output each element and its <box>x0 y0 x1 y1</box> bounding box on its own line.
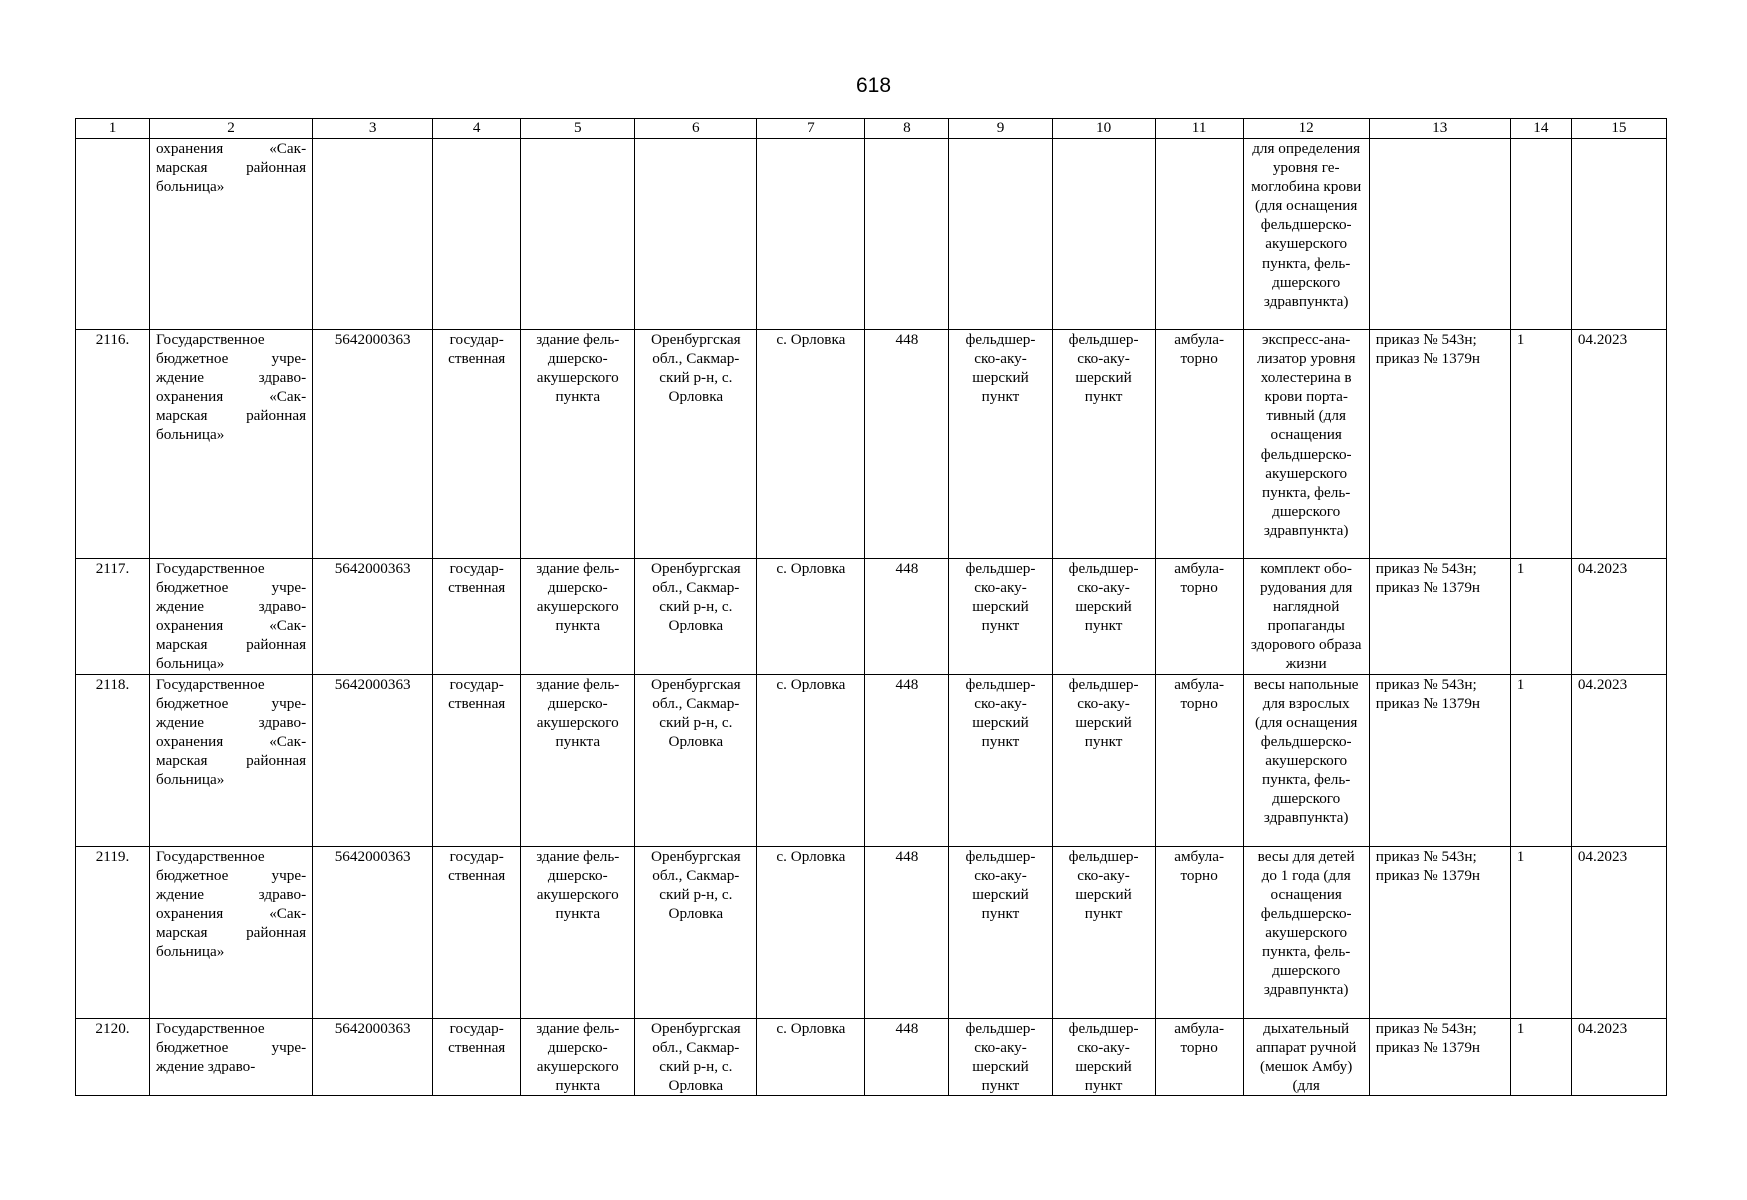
cell-facility-type <box>949 139 1052 330</box>
cell-settlement: с. Орловка <box>757 1018 865 1095</box>
table-row <box>76 846 1667 1018</box>
cell-quantity: 1 <box>1510 1018 1571 1095</box>
cell-building: здание фельдшерско-акушерского пункта <box>521 846 635 1018</box>
cell-population <box>865 139 949 330</box>
cell-inn: 5642000363 <box>313 559 433 675</box>
column-header: 4 <box>433 119 521 139</box>
cell-ownership: государственная <box>433 674 521 846</box>
cell-quantity: 1 <box>1510 559 1571 675</box>
column-header: 1 <box>76 119 150 139</box>
cell-ownership: государственная <box>433 559 521 675</box>
cell-population: 448 <box>865 330 949 559</box>
cell-equipment: весы напольные для взрослых (для оснащения фельдшерско-акушерского пункта, фельдшерского здравпункта) <box>1243 674 1369 846</box>
cell-inn: 5642000363 <box>313 1018 433 1095</box>
cell-facility-type-2: фельдшерско-акушерский пункт <box>1052 1018 1155 1095</box>
column-header: 2 <box>150 119 313 139</box>
cell-inn <box>313 139 433 330</box>
table-row <box>76 330 1667 559</box>
column-header: 10 <box>1052 119 1155 139</box>
cell-order: приказ № 543н; приказ № 1379н <box>1369 846 1510 1018</box>
cell-date: 04.2023 <box>1571 330 1666 559</box>
cell-care-form: амбулаторно <box>1155 559 1243 675</box>
cell-facility-type-2: фельдшерско-акушерский пункт <box>1052 559 1155 675</box>
cell-inn: 5642000363 <box>313 330 433 559</box>
cell-address: Оренбургская обл., Сакмарский р-н, с. Орловка <box>635 846 757 1018</box>
cell-quantity: 1 <box>1510 674 1571 846</box>
cell-address: Оренбургская обл., Сакмарский р-н, с. Орловка <box>635 674 757 846</box>
cell-population: 448 <box>865 846 949 1018</box>
column-header: 9 <box>949 119 1052 139</box>
cell-care-form: амбулаторно <box>1155 846 1243 1018</box>
cell-quantity <box>1510 139 1571 330</box>
page-number: 618 <box>855 74 892 97</box>
cell-settlement: с. Орловка <box>757 674 865 846</box>
cell-organization: Государственное бюджетное учреждение здраво- <box>150 1018 313 1095</box>
column-header: 8 <box>865 119 949 139</box>
cell-population: 448 <box>865 1018 949 1095</box>
column-header: 11 <box>1155 119 1243 139</box>
cell-population: 448 <box>865 559 949 675</box>
column-header: 7 <box>757 119 865 139</box>
cell-facility-type: фельдшерско-акушерский пункт <box>949 1018 1052 1095</box>
cell-quantity: 1 <box>1510 330 1571 559</box>
cell-facility-type: фельдшерско-акушерский пункт <box>949 559 1052 675</box>
cell-organization: Государственное бюджетное учреждение здравоохранения «Сакмарская районная больница» <box>150 330 313 559</box>
registry-table <box>75 118 1667 1096</box>
cell-num: 2117. <box>76 559 150 675</box>
cell-facility-type-2: фельдшерско-акушерский пункт <box>1052 674 1155 846</box>
cell-address <box>635 139 757 330</box>
cell-ownership: государственная <box>433 330 521 559</box>
cell-facility-type: фельдшерско-акушерский пункт <box>949 674 1052 846</box>
column-header: 5 <box>521 119 635 139</box>
cell-settlement: с. Орловка <box>757 846 865 1018</box>
column-number-row <box>76 119 1667 139</box>
cell-facility-type-2: фельдшерско-акушерский пункт <box>1052 846 1155 1018</box>
cell-date: 04.2023 <box>1571 846 1666 1018</box>
cell-date: 04.2023 <box>1571 1018 1666 1095</box>
cell-care-form: амбулаторно <box>1155 1018 1243 1095</box>
cell-equipment: для определения уровня гемоглобина крови (для оснащения фельдшерско-акушерского пункта, фельдшерского здравпункта) <box>1243 139 1369 330</box>
column-header: 6 <box>635 119 757 139</box>
column-header: 3 <box>313 119 433 139</box>
cell-order: приказ № 543н; приказ № 1379н <box>1369 674 1510 846</box>
cell-organization: Государственное бюджетное учреждение здравоохранения «Сакмарская районная больница» <box>150 846 313 1018</box>
cell-organization: Государственное бюджетное учреждение здравоохранения «Сакмарская районная больница» <box>150 559 313 675</box>
cell-care-form <box>1155 139 1243 330</box>
cell-date: 04.2023 <box>1571 559 1666 675</box>
cell-order <box>1369 139 1510 330</box>
cell-num: 2118. <box>76 674 150 846</box>
cell-num: 2120. <box>76 1018 150 1095</box>
cell-facility-type: фельдшерско-акушерский пункт <box>949 330 1052 559</box>
table-row <box>76 559 1667 675</box>
cell-order: приказ № 543н; приказ № 1379н <box>1369 1018 1510 1095</box>
cell-building: здание фельдшерско-акушерского пункта <box>521 330 635 559</box>
table-row-continuation <box>76 139 1667 330</box>
cell-date: 04.2023 <box>1571 674 1666 846</box>
cell-settlement: с. Орловка <box>757 330 865 559</box>
column-header: 15 <box>1571 119 1666 139</box>
cell-quantity: 1 <box>1510 846 1571 1018</box>
cell-equipment: дыхательный аппарат ручной (мешок Амбу) (для <box>1243 1018 1369 1095</box>
cell-address: Оренбургская обл., Сакмарский р-н, с. Орловка <box>635 559 757 675</box>
cell-organization: охранения «Сакмарская районная больница» <box>150 139 313 330</box>
cell-building: здание фельдшерско-акушерского пункта <box>521 674 635 846</box>
cell-facility-type: фельдшерско-акушерский пункт <box>949 846 1052 1018</box>
cell-address: Оренбургская обл., Сакмарский р-н, с. Орловка <box>635 1018 757 1095</box>
cell-ownership: государственная <box>433 846 521 1018</box>
cell-inn: 5642000363 <box>313 674 433 846</box>
cell-order: приказ № 543н; приказ № 1379н <box>1369 559 1510 675</box>
cell-ownership: государственная <box>433 1018 521 1095</box>
cell-building: здание фельдшерско-акушерского пункта <box>521 1018 635 1095</box>
cell-order: приказ № 543н; приказ № 1379н <box>1369 330 1510 559</box>
cell-num: 2119. <box>76 846 150 1018</box>
cell-building: здание фельдшерско-акушерского пункта <box>521 559 635 675</box>
cell-settlement: с. Орловка <box>757 559 865 675</box>
cell-population: 448 <box>865 674 949 846</box>
table-row <box>76 1018 1667 1095</box>
cell-care-form: амбулаторно <box>1155 674 1243 846</box>
cell-organization: Государственное бюджетное учреждение здравоохранения «Сакмарская районная больница» <box>150 674 313 846</box>
cell-equipment: экспресс-анализатор уровня холестерина в крови портативный (для оснащения фельдшерско-акушерского пункта, фельдшерского здравпункта) <box>1243 330 1369 559</box>
column-header: 12 <box>1243 119 1369 139</box>
column-header: 14 <box>1510 119 1571 139</box>
cell-ownership <box>433 139 521 330</box>
cell-care-form: амбулаторно <box>1155 330 1243 559</box>
cell-date <box>1571 139 1666 330</box>
cell-facility-type-2 <box>1052 139 1155 330</box>
cell-num: 2116. <box>76 330 150 559</box>
table-row <box>76 674 1667 846</box>
cell-inn: 5642000363 <box>313 846 433 1018</box>
cell-equipment: комплект оборудования для наглядной пропаганды здорового образа жизни <box>1243 559 1369 675</box>
cell-address: Оренбургская обл., Сакмарский р-н, с. Орловка <box>635 330 757 559</box>
cell-facility-type-2: фельдшерско-акушерский пункт <box>1052 330 1155 559</box>
column-header: 13 <box>1369 119 1510 139</box>
cell-num <box>76 139 150 330</box>
cell-settlement <box>757 139 865 330</box>
cell-equipment: весы для детей до 1 года (для оснащения фельдшерско-акушерского пункта, фельдшерского здравпункта) <box>1243 846 1369 1018</box>
cell-building <box>521 139 635 330</box>
